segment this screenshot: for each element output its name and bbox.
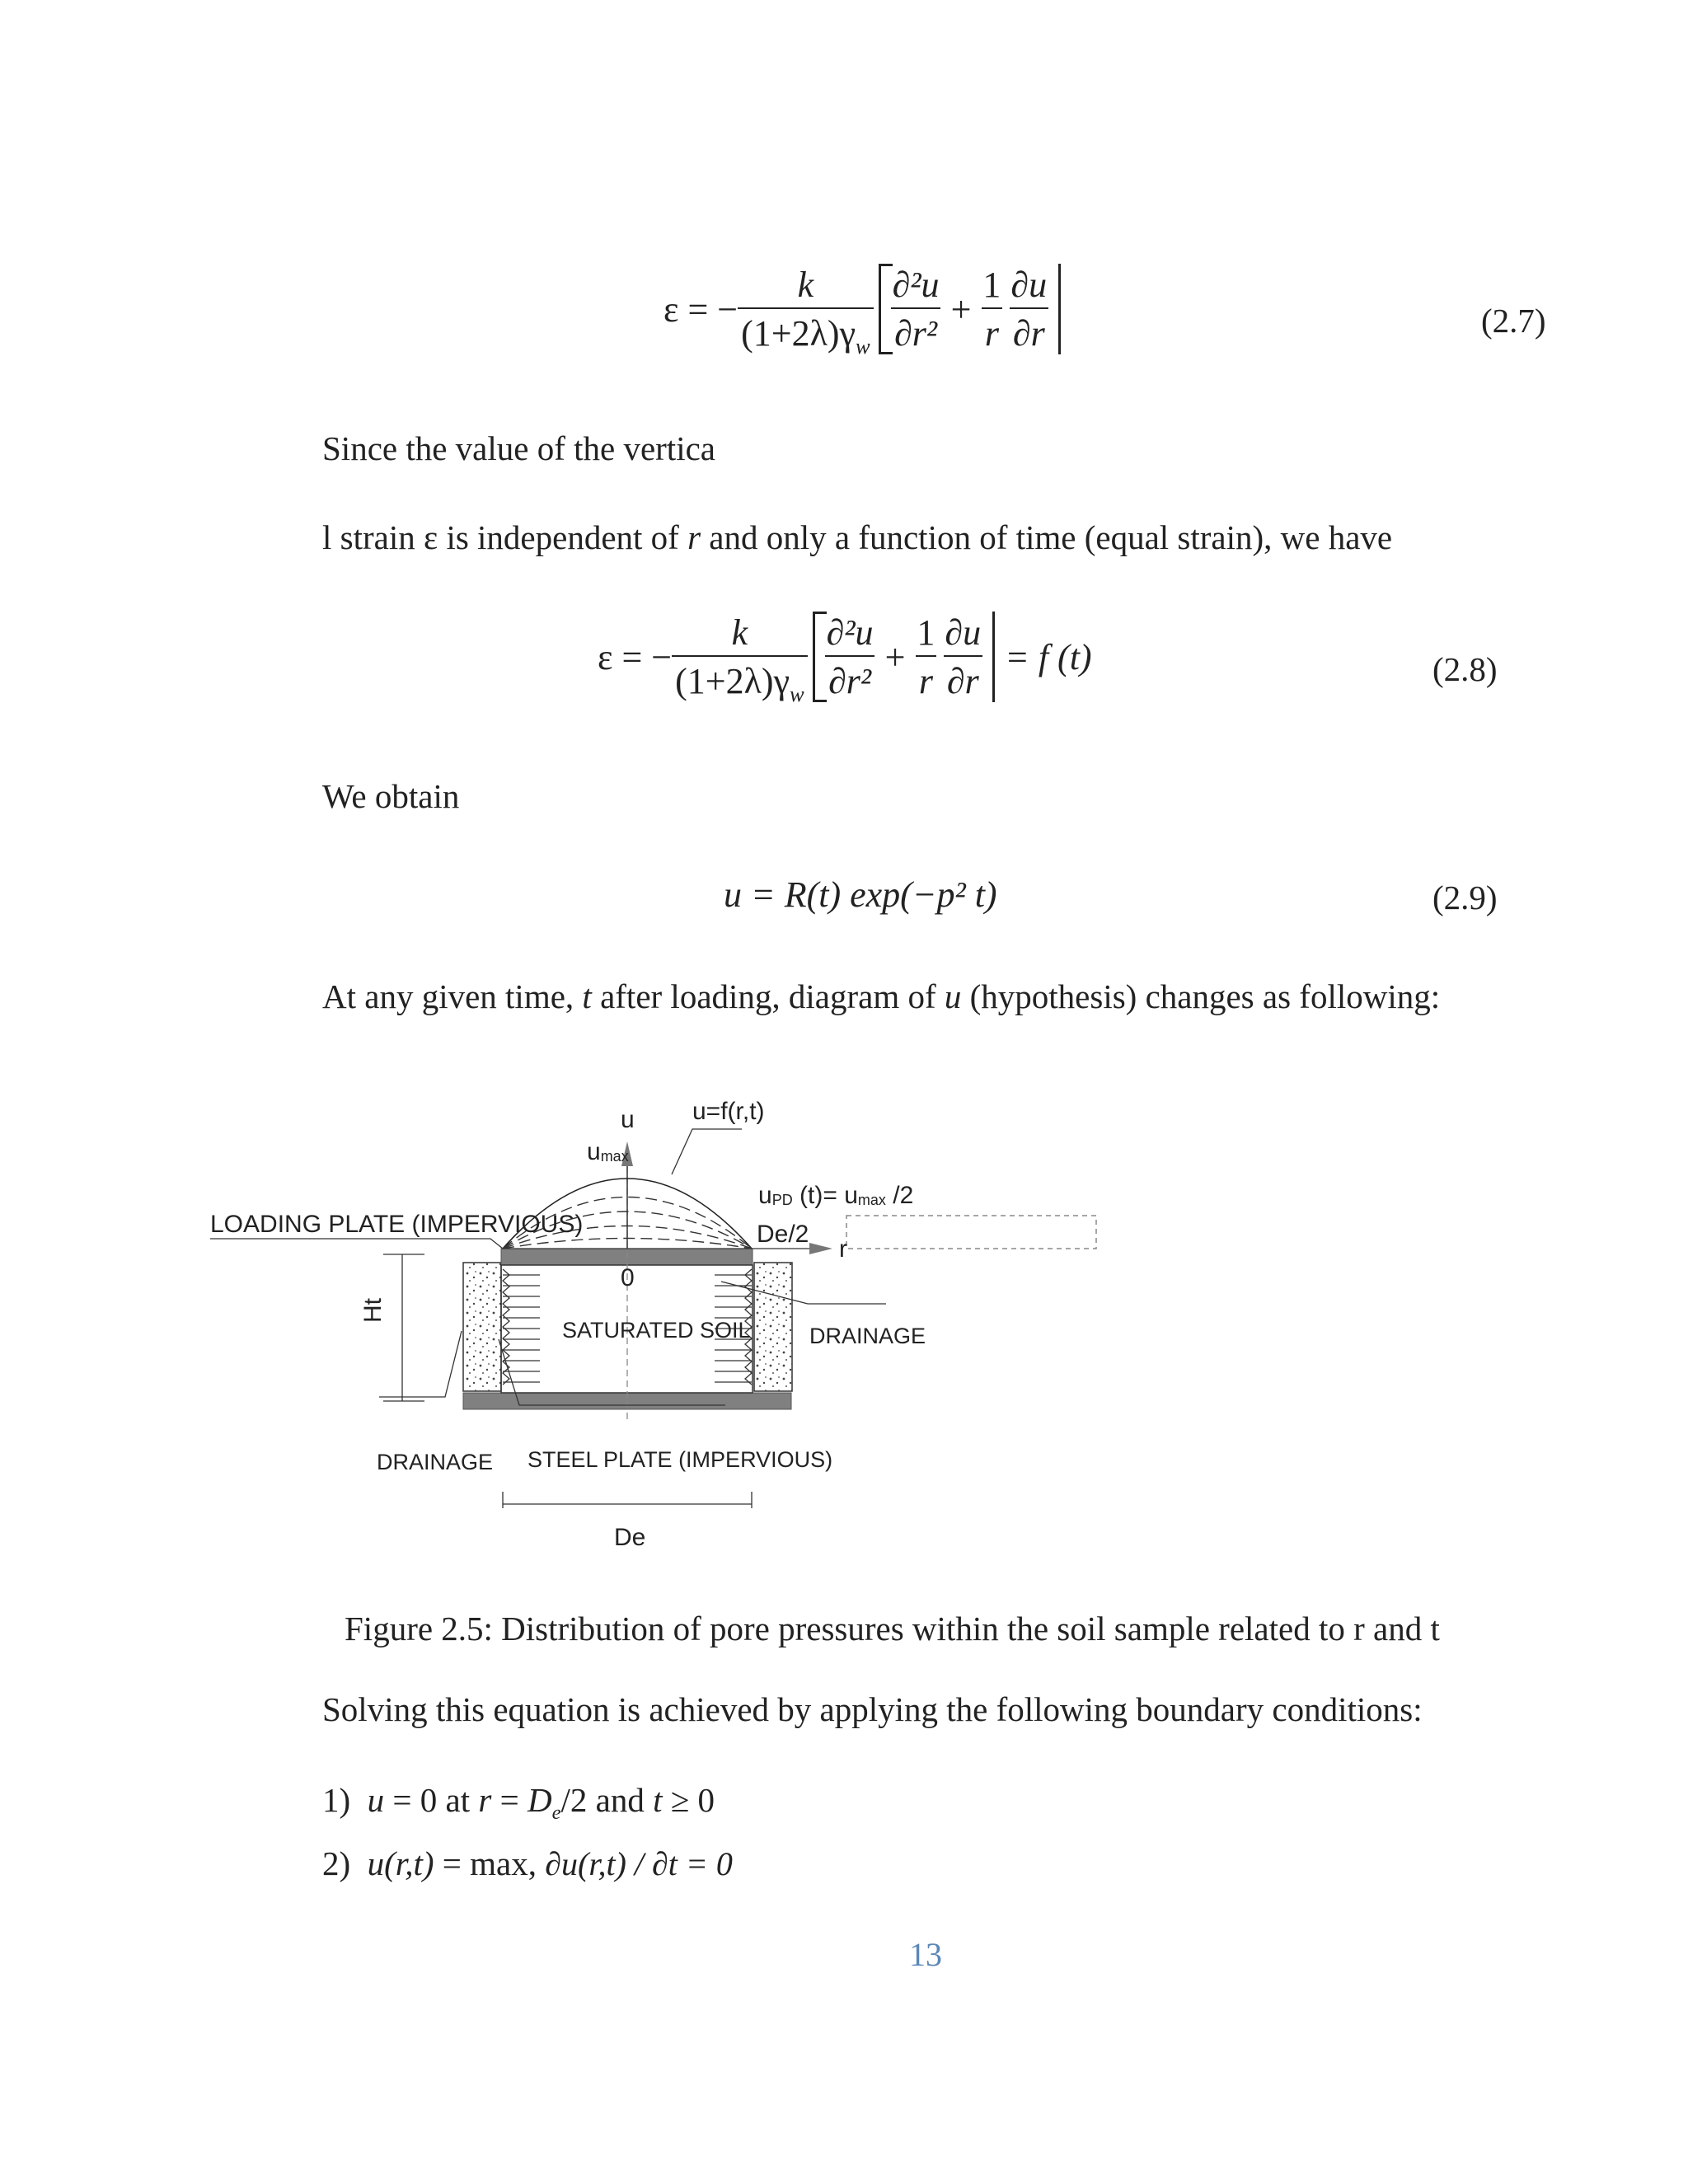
- eq28-lhs: ε = −: [598, 636, 673, 677]
- paragraph-4: Solving this equation is achieved by applying the following boundary conditions:: [322, 1690, 1423, 1728]
- paragraph-2: l strain ε is independent of r and only a function of time (equal strain), we have: [322, 518, 1393, 556]
- eq27-bracket: $\frac{\text{∂²u}}{\text{∂r²}}$ + $\frac{1}{r}$ $\frac{\partial u}{\partial r}$: [879, 264, 1062, 354]
- eq27-coef-den: $(1+2\lambda)\gamma_w$: [738, 307, 874, 354]
- left-zigzag: [503, 1269, 509, 1385]
- eq28-rhs: = f (t): [1005, 636, 1092, 677]
- label-ht: Ht: [359, 1298, 387, 1323]
- eq29-number: (2.9): [1432, 879, 1498, 916]
- label-drainage-left: DRAINAGE: [377, 1450, 494, 1474]
- label-upd: uPD (t)= umax /2: [758, 1182, 914, 1209]
- figure-2-5-diagram: [210, 1059, 1517, 1586]
- paragraph-3: At any given time, t after loading, diagram of u (hypothesis) changes as following:: [322, 977, 1441, 1015]
- page-number: 13: [909, 1936, 942, 1973]
- paragraph-1: Since the value of the vertica: [322, 429, 715, 467]
- eq28-number: (2.8): [1432, 650, 1498, 688]
- leader-drainage-left: [379, 1331, 462, 1397]
- r-axis-arrow: [809, 1243, 832, 1254]
- label-steel-plate: STEEL PLATE (IMPERVIOUS): [528, 1447, 833, 1472]
- label-u: u: [621, 1106, 635, 1133]
- label-r: r: [839, 1235, 847, 1263]
- equation-2-9: u = R(t) exp(−p² t): [724, 874, 997, 915]
- eq27-term1: $\frac{\text{∂²u}}{\text{∂r²}}$: [892, 265, 940, 354]
- eq27-term2: $\frac{\partial u}{\partial r}$: [1010, 265, 1048, 354]
- dashed-frame: [846, 1216, 1096, 1249]
- paragraph-we-obtain: We obtain: [322, 777, 460, 815]
- right-drainage-block: [754, 1263, 792, 1391]
- label-saturated-soil: SATURATED SOIL: [562, 1318, 751, 1343]
- eq27-coef-num: k: [797, 265, 814, 305]
- label-drainage-right: DRAINAGE: [809, 1324, 926, 1348]
- boundary-condition-2: 2) u(r,t) = max, ∂u(r,t) / ∂t = 0: [322, 1844, 733, 1882]
- boundary-condition-1: 1) u = 0 at $r = D_e/2$ and t ≥ 0: [322, 1781, 715, 1825]
- label-umax: umax: [587, 1138, 629, 1165]
- label-zero: 0: [621, 1264, 635, 1291]
- eq27-number: (2.7): [1481, 302, 1546, 340]
- label-loading-plate: LOADING PLATE (IMPERVIOUS): [210, 1211, 584, 1238]
- label-de-half: De/2: [757, 1221, 809, 1248]
- eq28-bracket: $\frac{\text{∂²u}}{\text{∂r²}}$ + $\frac{1}{r}$ $\frac{\partial u}{\partial r}$: [813, 612, 996, 702]
- equation-2-7: [663, 264, 1061, 359]
- leader-loading-plate: [210, 1239, 503, 1249]
- label-de: De: [614, 1524, 646, 1551]
- eq27-lhs: ε = −: [663, 288, 738, 330]
- left-drainage-block: [463, 1263, 501, 1391]
- figure-caption: Figure 2.5: Distribution of pore pressures within the soil sample related to r and t: [345, 1610, 1440, 1647]
- label-u-func: u=f(r,t): [692, 1098, 765, 1125]
- eq27-term2-coef: $\frac{1}{r}$: [982, 265, 1001, 354]
- eq27-coef-fraction: [738, 264, 874, 359]
- leader-u-func: [672, 1129, 742, 1174]
- equation-2-8: [598, 612, 1092, 706]
- eq28-coef-fraction: $\frac{k}{(1+2\lambda)\gamma_w}$: [672, 612, 808, 702]
